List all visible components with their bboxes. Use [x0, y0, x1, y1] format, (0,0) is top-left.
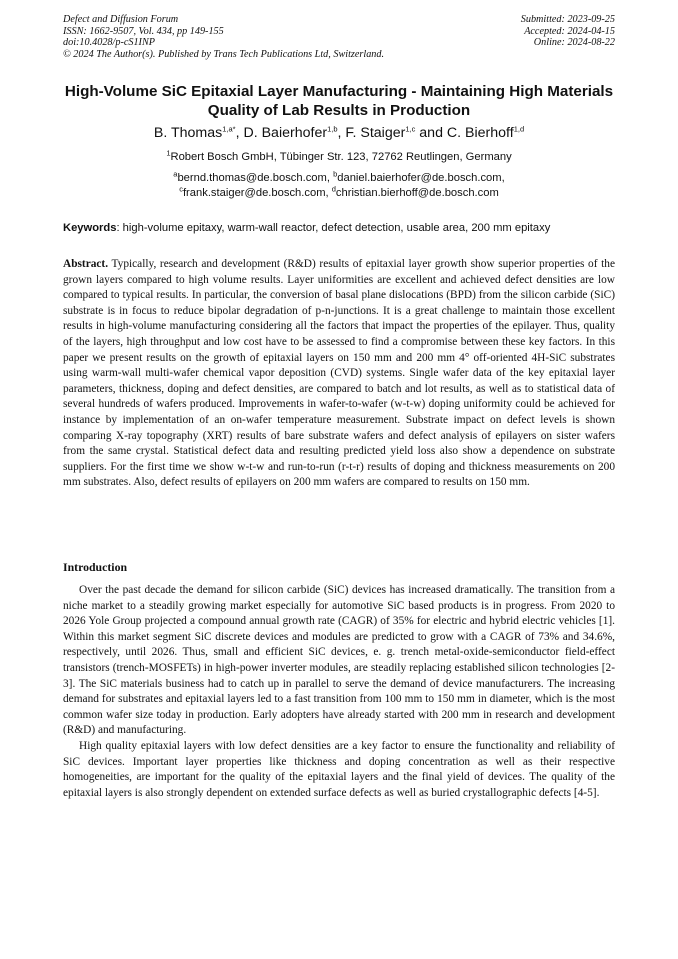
introduction-paragraph-1: Over the past decade the demand for silicon carbide (SiC) devices has increased dramatically. The transition from a niche market to a steadily growing market especially for automotive SiC based products is in progress. From 2020 to 2026 Yole Group projected a compound annual growth rate (CAGR) of 35% for electric and hybrid electric vehicles [1]. Within this market segment SiC discrete devices and modules are predicted to grow with a CAGR of 73% and 34.6%, respectively, until 2026. Thus, small and efficient SiC devices, e. g. trench metal-oxide-semiconductor field-effect transistors (trench-MOSFETs) in high-power inverter modules, are steadily replacing established silicon technologies [2-3]. The SiC materials business had to catch up in parallel to serve the demand of device manufacturers. The increasing demand for substrates and epitaxial layers led to a fast transition from 100 mm to 150 mm in diameter, which is the most common wafer size today in production. Early adopters have already started with 200 mm in research and development (R&D) and manufacturing. — [63, 584, 615, 737]
author-affiliation-marker: 1,b — [327, 124, 338, 134]
author-affiliation-marker: 1,c — [405, 124, 416, 134]
journal-name: Defect and Diffusion Forum — [63, 14, 179, 25]
author-list — [63, 124, 615, 142]
email-marker: c — [179, 184, 183, 194]
author-emails — [63, 171, 615, 201]
email-marker: b — [333, 169, 338, 179]
author-name: D. Baierhofer — [243, 125, 328, 141]
author-separator: , — [235, 125, 244, 141]
author-name: B. Thomas — [153, 125, 223, 141]
introduction-paragraph-2: High quality epitaxial layers with low defect densities are a key factor to ensure the functionality and reliability of SiC devices. Important layer properties like thickness and doping concentration as well as their respective homogeneities, are important for the quality of the epitaxial layers and the final yield of devices. The quality of the epitaxial layers is also strongly dependent on extended surface defects as well as buried crystallographic defects [4-5]. — [63, 739, 615, 799]
email-line — [63, 171, 615, 186]
author-name: F. Staiger — [345, 125, 406, 141]
online-date: Online: 2024-08-22 — [533, 37, 615, 49]
email-link[interactable]: bernd.thomas@de.bosch.com, — [177, 172, 334, 184]
affiliation-marker: 1 — [166, 148, 171, 158]
email-link[interactable]: daniel.baierhofer@de.bosch.com, — [337, 172, 505, 184]
author-name: C. Bierhoff — [446, 125, 514, 141]
affiliation-text: Robert Bosch GmbH, Tübinger Str. 123, 72762 Reutlingen, Germany — [170, 151, 512, 163]
copyright-line: © 2024 The Author(s). Published by Trans Tech Publications Ltd, Switzerland. — [63, 48, 385, 60]
affiliation — [63, 150, 615, 164]
email-link[interactable]: frank.staiger@de.bosch.com, — [182, 187, 332, 199]
paper-title: High-Volume SiC Epitaxial Layer Manufacturing - Maintaining High Materials Quality of Lab Results in Production — [64, 83, 614, 119]
dates-header — [395, 14, 615, 49]
author-separator: and — [415, 125, 447, 141]
author-separator: , — [337, 125, 346, 141]
author-affiliation-marker: 1,a* — [222, 124, 236, 134]
author-affiliation-marker: 1,d — [513, 124, 525, 134]
email-marker: a — [173, 169, 178, 179]
keywords — [63, 221, 615, 235]
abstract-text: Typically, research and development (R&D) results of epitaxial layer growth show superior properties of the grown layers compared to high volume results. Layer uniformities are excellent and achieved defect densities are low compared to typical results. In particular, the conversion of basal plane dislocations (BPD) from the silicon carbide (SiC) substrate is in focus to reduce bipolar degradation of p-n-junctions. It is a great challenge to maintain those excellent results in high-volume manufacturing considering all the factors that impact the properties of the epilayer. Thus, quality of the layers, high throughput and low cost have to be assessed to find a compromise between these key factors. In this paper we present results on the growth of epitaxial layers on 150 mm and 200 mm 4° off-oriented 4H-SiC substrates using warm-wall multi-wafer chemical vapor deposition (CVD) systems. Single wafer data of the key epitaxial layer parameters, thickness, doping and defect densities, are compared to batch and lot results, as well as to statistical data of several hundreds of wafers produced. Improvements in wafer-to-wafer (w-t-w) doping uniformity could be achieved for instance by implementation of an on-wafer temperature measurement. Substrate impact on defect levels is shown comparing X-ray topography (XRT) results of bare substrate wafers and defect analysis of epilayers on sister wafers from the same crystal. Statistical defect data and resulting predicted yield loss also show a dependence on substrate suppliers. For the first time we show w-t-w and run-to-run (r-t-r) results of doping and thickness measurements on 200 mm substrates. Also, defect results of epilayers on 200 mm wafers are compared to results on 150 mm. — [63, 258, 615, 489]
introduction-body — [63, 583, 615, 801]
email-line — [63, 186, 615, 201]
abstract-label: Abstract. — [63, 258, 109, 270]
email-link[interactable]: christian.bierhoff@de.bosch.com — [335, 187, 499, 199]
introduction-heading: Introduction — [63, 560, 128, 574]
issn-line: ISSN: 1662-9507, Vol. 434, pp 149-155 — [63, 25, 224, 37]
abstract — [63, 257, 615, 491]
keywords-text: : high-volume epitaxy, warm-wall reactor, defect detection, usable area, 200 mm epitaxy — [116, 222, 551, 234]
email-marker: d — [331, 184, 336, 194]
keywords-label: Keywords — [63, 222, 117, 234]
doi-line: doi:10.4028/p-cS1INP — [63, 37, 155, 49]
accepted-date: Accepted: 2024-04-15 — [524, 25, 615, 37]
submitted-date: Submitted: 2023-09-25 — [520, 14, 615, 25]
